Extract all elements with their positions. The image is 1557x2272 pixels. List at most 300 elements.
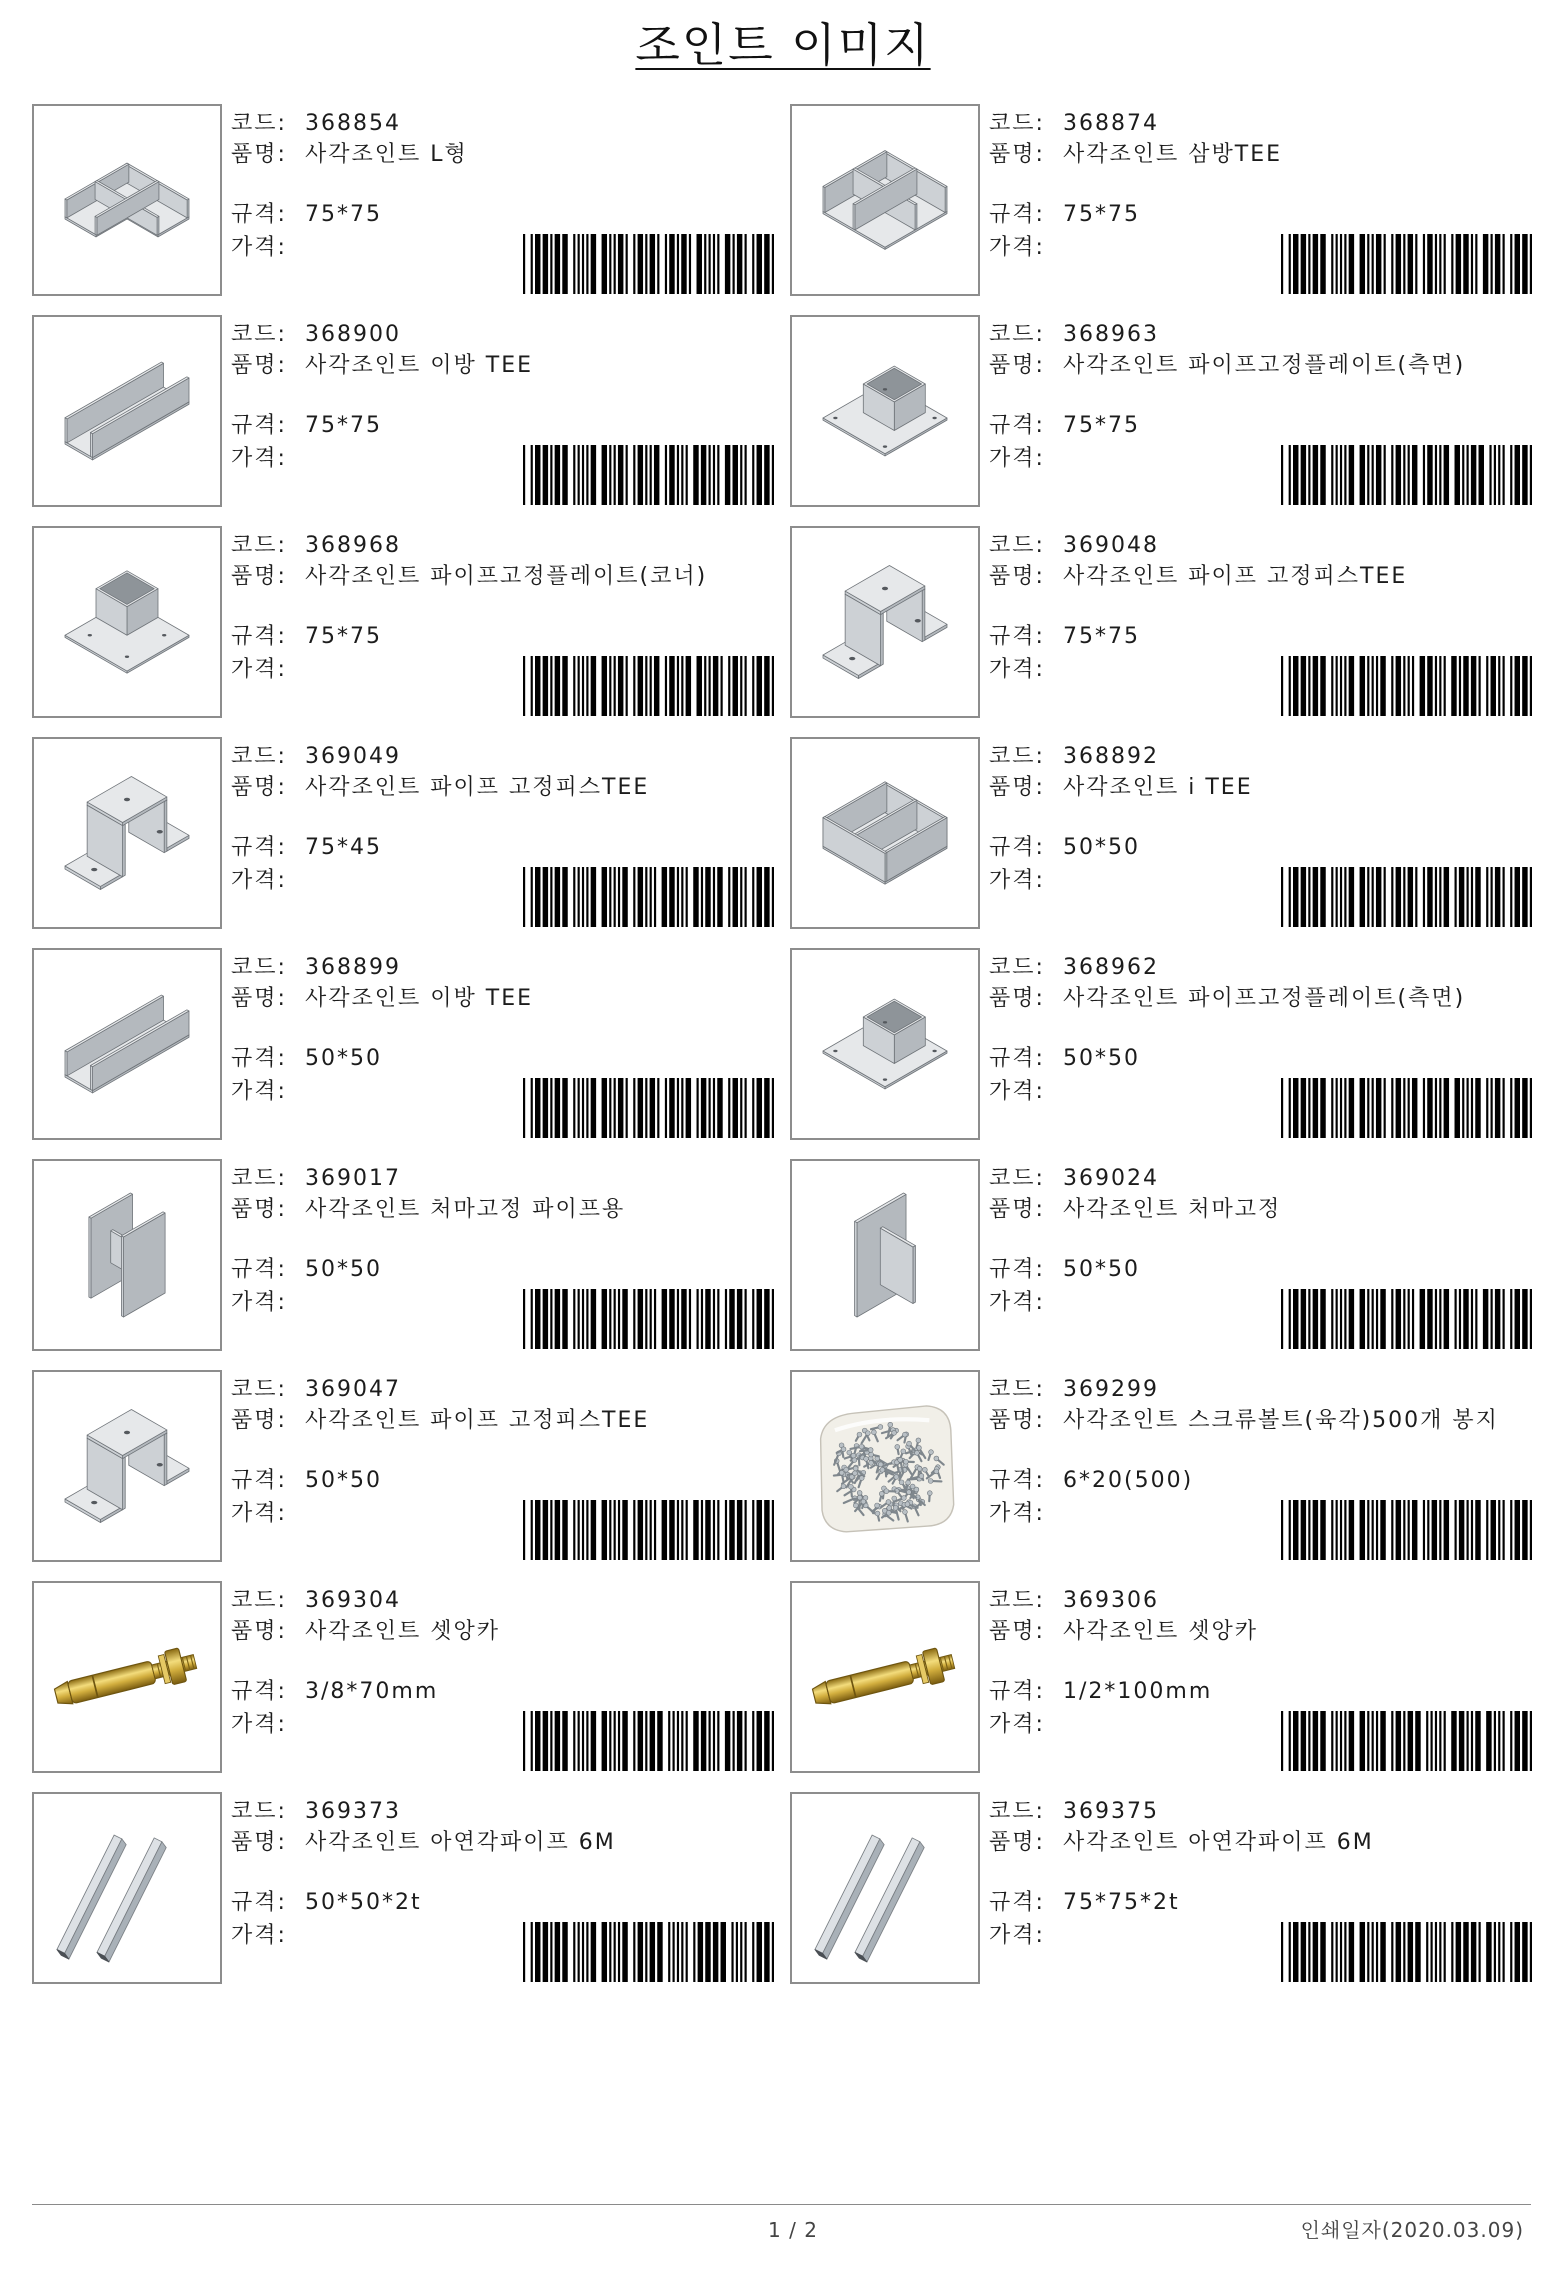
product-image (34, 1794, 220, 1982)
barcode (1281, 445, 1532, 505)
spec-value: 75*75 (305, 202, 382, 227)
barcode-bar (1510, 1289, 1512, 1349)
barcode-bar (1301, 445, 1306, 505)
barcode-bar (717, 1711, 719, 1771)
barcode-bar (654, 867, 656, 927)
barcode-bar (550, 1711, 552, 1771)
price-label: 가격: (989, 1501, 1045, 1526)
name-value: 사각조인트 파이프 고정피스TEE (305, 1408, 650, 1433)
barcode-bar (1313, 1922, 1318, 1982)
barcode-bar (1308, 445, 1310, 505)
barcode-bar (586, 1500, 588, 1560)
barcode-bar (1396, 1289, 1401, 1349)
barcode-bar (1281, 1500, 1283, 1560)
barcode-bar (681, 1500, 683, 1560)
barcode-bar (709, 234, 711, 294)
barcode-bar (523, 234, 525, 294)
spec-label: 규격: (231, 835, 287, 860)
barcode-bar (1313, 445, 1318, 505)
barcode-bar (1456, 234, 1461, 294)
product-image-frame (32, 948, 222, 1140)
barcode-bar (709, 445, 711, 505)
barcode-bar (721, 1922, 726, 1982)
barcode-bar (681, 1078, 683, 1138)
name-value: 사각조인트 파이프 고정피스TEE (305, 775, 650, 800)
barcode-bar (1344, 1078, 1346, 1138)
barcode-bar (1462, 1078, 1464, 1138)
price-label: 가격: (231, 1712, 287, 1737)
product-image (792, 1794, 978, 1982)
barcode-bar (737, 1711, 742, 1771)
barcode-bar (669, 867, 674, 927)
name-row (989, 143, 1532, 193)
barcode-bar (665, 1078, 667, 1138)
barcode-bar (1308, 1289, 1310, 1349)
barcode-bar (535, 867, 540, 927)
barcode-bar (1308, 1078, 1310, 1138)
barcode-bar (555, 1711, 560, 1771)
barcode-bar (740, 445, 742, 505)
barcode-bar (1391, 445, 1393, 505)
name-label: 품명: (989, 564, 1045, 589)
barcode-bar (562, 1711, 567, 1771)
barcode-bar (573, 1500, 575, 1560)
barcode-bar (701, 1289, 703, 1349)
barcode-bar (1289, 445, 1291, 505)
product-image (34, 106, 220, 294)
code-value: 369373 (305, 1799, 401, 1824)
barcode-bar (602, 234, 607, 294)
barcode-bar (523, 656, 525, 716)
spec-value: 50*50 (305, 1468, 382, 1493)
name-label: 품명: (989, 1619, 1045, 1644)
barcode-bar (728, 656, 730, 716)
barcode-bar (1471, 445, 1476, 505)
code-label: 코드: (989, 1588, 1045, 1613)
barcode-bar (618, 1078, 623, 1138)
barcode-bar (633, 445, 635, 505)
barcode-bar (1510, 656, 1512, 716)
page-title: 조인트 이미지 (635, 18, 931, 72)
barcode-bar (1475, 1289, 1477, 1349)
barcode-bar (1467, 867, 1469, 927)
barcode-bar (1344, 445, 1346, 505)
barcode-bar (1439, 1500, 1441, 1560)
barcode-bar (582, 1078, 584, 1138)
barcode-bar (573, 656, 575, 716)
barcode-bar (717, 1500, 719, 1560)
barcode-bar (1320, 1289, 1325, 1349)
barcode-bar (1530, 1289, 1532, 1349)
code-row (989, 953, 1532, 983)
product-card (32, 737, 774, 929)
barcode-bar (531, 234, 533, 294)
barcode-bar (578, 1500, 580, 1560)
barcode-bar (737, 1500, 742, 1560)
barcode-bar (745, 1922, 747, 1982)
barcode-bar (752, 656, 754, 716)
barcode-bar (1432, 1500, 1437, 1560)
barcode-bar (1451, 1711, 1456, 1771)
barcode-bar (705, 867, 710, 927)
barcode-bar (1408, 1500, 1410, 1560)
barcode-bar (1367, 234, 1369, 294)
barcode-bar (650, 867, 652, 927)
barcode-bar (1340, 445, 1342, 505)
barcode-bar (757, 445, 762, 505)
barcode-bar (1435, 445, 1437, 505)
product-card (32, 526, 774, 718)
product-card (32, 1370, 774, 1562)
barcode-bar (764, 656, 769, 716)
barcode-bar (1396, 656, 1401, 716)
barcode-bar (523, 1711, 525, 1771)
barcode-bar (622, 1922, 627, 1982)
spec-label: 규격: (989, 1046, 1045, 1071)
barcode-bar (1486, 656, 1488, 716)
barcode-bar (614, 1289, 616, 1349)
barcode-bar (1308, 1500, 1310, 1560)
barcode-bar (1423, 1500, 1425, 1560)
barcode-bar (1415, 1711, 1420, 1771)
barcode-bar (1403, 1500, 1405, 1560)
spec-value: 6*20(500) (1063, 1468, 1194, 1493)
barcode-bar (677, 234, 679, 294)
barcode-bar (713, 1922, 718, 1982)
barcode-bar (550, 1922, 552, 1982)
barcode-bar (713, 867, 715, 927)
product-image-frame (32, 526, 222, 718)
barcode-bar (1475, 1711, 1480, 1771)
product-image (34, 528, 220, 716)
barcode-bar (650, 445, 652, 505)
barcode-bar (543, 234, 548, 294)
barcode-bar (602, 1922, 607, 1982)
barcode-bar (745, 1078, 747, 1138)
barcode-bar (591, 234, 596, 294)
barcode-bar (523, 445, 525, 505)
barcode-bar (669, 445, 674, 505)
barcode (1281, 1922, 1532, 1982)
product-image (792, 317, 978, 505)
barcode-bar (582, 445, 584, 505)
barcode-bar (1344, 234, 1346, 294)
barcode-bar (669, 1078, 674, 1138)
barcode-bar (1384, 445, 1386, 505)
price-label: 가격: (989, 446, 1045, 471)
barcode-bar (1451, 1922, 1453, 1982)
barcode-bar (1462, 445, 1464, 505)
barcode-bar (1331, 867, 1333, 927)
barcode-bar (1530, 234, 1532, 294)
price-label: 가격: (989, 1923, 1045, 1948)
barcode-bar (1463, 1289, 1468, 1349)
barcode-bar (717, 1078, 722, 1138)
name-label: 품명: (231, 1408, 287, 1433)
barcode-bar (681, 1922, 683, 1982)
barcode-bar (1396, 867, 1401, 927)
barcode-bar (602, 445, 607, 505)
barcode-bar (550, 1078, 552, 1138)
barcode-bar (757, 1500, 762, 1560)
barcode-bar (650, 1711, 655, 1771)
barcode-bar (764, 1711, 769, 1771)
name-row (231, 1198, 774, 1248)
code-row (989, 1586, 1532, 1616)
spec-row (231, 1466, 774, 1496)
barcode-bar (573, 445, 575, 505)
barcode-bar (578, 1289, 580, 1349)
barcode-bar (668, 1922, 670, 1982)
spec-row (989, 411, 1532, 441)
code-value: 368968 (305, 533, 401, 558)
barcode-bar (1391, 867, 1393, 927)
barcode-bar (728, 1078, 730, 1138)
barcode-bar (650, 1922, 655, 1982)
two-way-tee-icon (65, 362, 189, 460)
page-number: 1 / 2 (768, 2218, 818, 2242)
barcode-bar (1486, 1078, 1488, 1138)
pipe-pair-icon (57, 1835, 166, 1962)
barcode-bar (1471, 1289, 1473, 1349)
code-label: 코드: (989, 1377, 1045, 1402)
barcode-bar (729, 1500, 734, 1560)
barcode-bar (602, 1711, 607, 1771)
spec-row (231, 1255, 774, 1285)
price-label: 가격: (989, 1290, 1045, 1315)
barcode-bar (1301, 1711, 1306, 1771)
barcode-bar (562, 234, 567, 294)
barcode-bar (1367, 1289, 1369, 1349)
barcode-bar (1289, 656, 1291, 716)
barcode-bar (1344, 1289, 1346, 1349)
barcode-bar (1408, 1711, 1413, 1771)
barcode-bar (1408, 1289, 1410, 1349)
barcode-bar (1510, 1078, 1512, 1138)
barcode-bar (745, 1500, 747, 1560)
barcode-bar (1331, 1500, 1333, 1560)
price-label: 가격: (989, 868, 1045, 893)
product-image (34, 317, 220, 505)
barcode-bar (1349, 1078, 1354, 1138)
barcode (523, 234, 774, 294)
code-label: 코드: (989, 533, 1045, 558)
barcode-bar (618, 656, 623, 716)
barcode-bar (1439, 1711, 1441, 1771)
barcode-bar (1435, 1922, 1437, 1982)
barcode-bar (686, 867, 688, 927)
barcode-bar (1412, 1500, 1417, 1560)
barcode-bar (1376, 1711, 1378, 1771)
barcode-bar (1515, 1711, 1520, 1771)
barcode (523, 1500, 774, 1560)
code-row (231, 109, 774, 139)
barcode-bar (609, 445, 611, 505)
fixing-piece-tee-icon (65, 776, 189, 889)
barcode-bar (555, 1922, 560, 1982)
product-card (32, 1792, 774, 1984)
barcode-bar (1503, 656, 1505, 716)
barcode-bar (1423, 234, 1425, 294)
barcode-bar (1471, 1078, 1473, 1138)
barcode-bar (669, 234, 674, 294)
code-value: 369049 (305, 744, 401, 769)
barcode-bar (757, 1289, 762, 1349)
barcode-bar (535, 1289, 540, 1349)
barcode-bar (1415, 234, 1417, 294)
spec-label: 규격: (989, 1679, 1045, 1704)
barcode-bar (1451, 234, 1453, 294)
product-image (792, 1161, 978, 1349)
barcode-bar (1289, 1711, 1291, 1771)
barcode-bar (1530, 656, 1532, 716)
product-image-frame (790, 315, 980, 507)
barcode-bar (1408, 656, 1410, 716)
barcode-bar (1444, 1711, 1446, 1771)
barcode-bar (740, 867, 742, 927)
barcode-bar (1479, 1922, 1481, 1982)
anchor-icon (52, 1645, 199, 1713)
barcode-bar (1336, 1078, 1338, 1138)
name-row (231, 565, 774, 615)
barcode-bar (1360, 1078, 1365, 1138)
barcode-bar (1336, 1289, 1338, 1349)
barcode-bar (1349, 656, 1354, 716)
barcode-bar (1293, 867, 1298, 927)
barcode-bar (677, 1500, 679, 1560)
barcode-bar (1455, 1078, 1460, 1138)
spec-label: 규격: (231, 1257, 287, 1282)
name-row (989, 987, 1532, 1037)
barcode-bar (573, 1711, 575, 1771)
barcode-bar (573, 1289, 575, 1349)
spec-value: 75*75 (1063, 202, 1140, 227)
barcode-bar (622, 1289, 627, 1349)
barcode-bar (1293, 445, 1298, 505)
barcode-bar (1281, 1289, 1283, 1349)
barcode-bar (1463, 656, 1468, 716)
barcode-bar (645, 656, 647, 716)
barcode-bar (1391, 1289, 1393, 1349)
barcode-bar (633, 234, 635, 294)
product-image-frame (790, 1159, 980, 1351)
anchor-icon (810, 1645, 957, 1713)
code-row (231, 1164, 774, 1194)
barcode-bar (752, 867, 754, 927)
barcode-bar (1495, 1078, 1500, 1138)
barcode-bar (531, 1922, 533, 1982)
name-row (231, 987, 774, 1037)
barcode-bar (555, 867, 560, 927)
barcode-bar (562, 1922, 567, 1982)
spec-label: 규격: (989, 202, 1045, 227)
i-tee-icon (823, 782, 947, 884)
name-row (989, 354, 1532, 404)
barcode-bar (1376, 445, 1381, 505)
barcode-bar (662, 1500, 667, 1560)
barcode-bar (1530, 867, 1532, 927)
name-row (989, 1620, 1532, 1670)
barcode-bar (1503, 1500, 1505, 1560)
name-value: 사각조인트 셋앙카 (305, 1619, 501, 1644)
barcode-bar (1503, 1711, 1505, 1771)
barcode (1281, 1078, 1532, 1138)
product-image-frame (790, 948, 980, 1140)
barcode-bar (1444, 234, 1446, 294)
barcode-bar (1491, 234, 1493, 294)
barcode-bar (772, 1078, 774, 1138)
spec-row (989, 1044, 1532, 1074)
price-label: 가격: (989, 657, 1045, 682)
barcode-bar (772, 1711, 774, 1771)
barcode-bar (645, 234, 647, 294)
barcode-bar (633, 1289, 635, 1349)
barcode-bar (586, 867, 588, 927)
barcode-bar (586, 1078, 588, 1138)
barcode-bar (757, 656, 762, 716)
name-row (989, 1198, 1532, 1248)
barcode-bar (1301, 867, 1306, 927)
barcode-bar (728, 867, 730, 927)
code-label: 코드: (231, 955, 287, 980)
barcode-bar (614, 1500, 616, 1560)
barcode-bar (622, 1500, 627, 1560)
pipe-plate-corner-icon (65, 571, 189, 673)
barcode-bar (709, 656, 711, 716)
barcode-bar (657, 1922, 662, 1982)
barcode-bar (1336, 1711, 1338, 1771)
barcode-bar (697, 656, 702, 716)
code-label: 코드: (231, 744, 287, 769)
barcode-bar (1281, 867, 1283, 927)
barcode-bar (633, 656, 635, 716)
spec-value: 50*50 (1063, 1046, 1140, 1071)
barcode-bar (1313, 1078, 1318, 1138)
barcode-bar (1467, 1711, 1469, 1771)
code-row (989, 742, 1532, 772)
barcode-bar (1486, 1922, 1491, 1982)
barcode-bar (582, 867, 584, 927)
barcode-bar (582, 234, 584, 294)
barcode-bar (614, 445, 616, 505)
barcode-bar (1331, 234, 1333, 294)
barcode-bar (681, 234, 686, 294)
barcode-bar (725, 1711, 730, 1771)
barcode-bar (1498, 445, 1500, 505)
spec-label: 규격: (231, 1679, 287, 1704)
barcode-bar (602, 656, 607, 716)
barcode-bar (733, 656, 738, 716)
barcode-bar (535, 234, 540, 294)
barcode (1281, 234, 1532, 294)
barcode (523, 1922, 774, 1982)
barcode-bar (1349, 1500, 1354, 1560)
barcode-bar (1380, 656, 1385, 716)
product-image-frame (32, 737, 222, 929)
product-card (790, 1159, 1532, 1351)
barcode-bar (709, 1711, 711, 1771)
barcode-bar (669, 1289, 674, 1349)
barcode-bar (555, 1078, 560, 1138)
barcode-bar (543, 867, 548, 927)
barcode-bar (772, 867, 774, 927)
barcode-bar (701, 1500, 703, 1560)
spec-label: 규격: (989, 1890, 1045, 1915)
code-value: 369299 (1063, 1377, 1159, 1402)
barcode-bar (578, 445, 580, 505)
barcode-bar (609, 1500, 611, 1560)
barcode-bar (1435, 1078, 1437, 1138)
